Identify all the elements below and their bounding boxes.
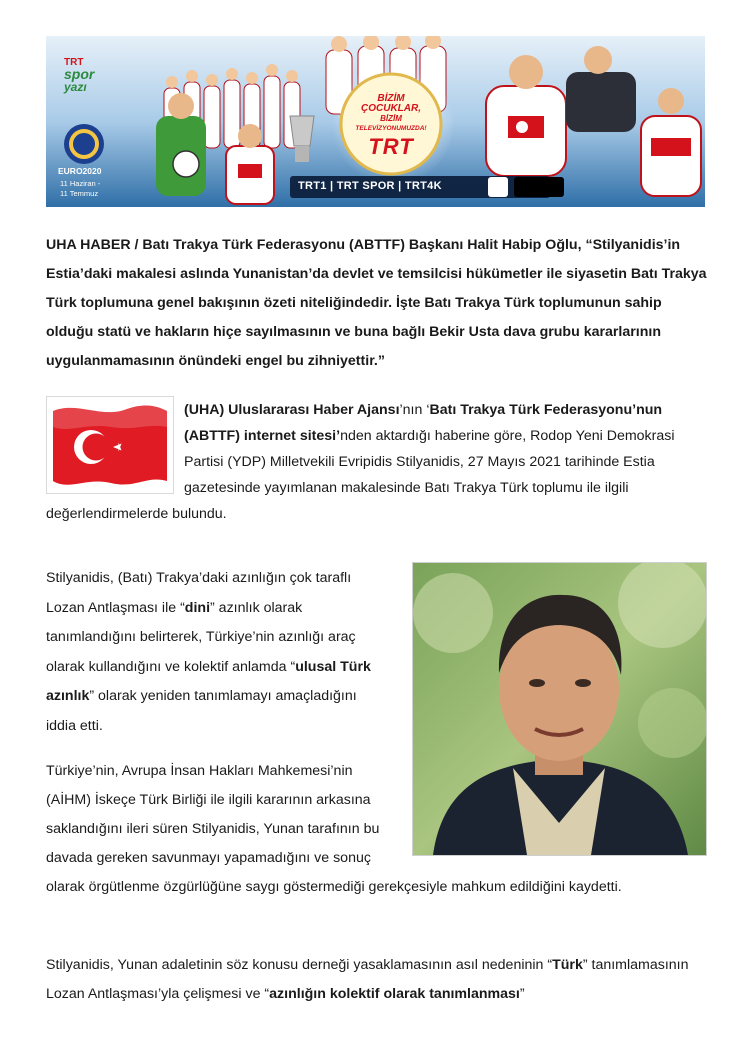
- para3-text: Türkiye’nin, Avrupa İnsan Hakları Mahkemesi’nin (AİHM) İskeçe Türk Birliği ile ilgili kararının arkasına saklandığını ileri süren Stilyanidis, Yunan tarafının bu davada gereken savunmayı yapamadığını ve sonuç olarak örgütlenme özgürlüğüne saygı göstermediği gerekçesiyle mahkum edildiğini kaydetti.: [46, 763, 622, 895]
- paragraph-2: [46, 564, 381, 741]
- trt-spor-yazi-logo: [64, 58, 94, 93]
- para1-text-b: ’nın ‘: [399, 402, 430, 418]
- dini-term: dini: [184, 599, 211, 616]
- slogan-line-3: BİZİM: [380, 114, 402, 123]
- ulusal-turk-azinlik-term: ulusal Türk azınlık: [46, 658, 371, 704]
- slogan-line-4: TELEVİZYONUMUZDA!: [355, 125, 427, 132]
- brand-trt: TRT: [64, 57, 84, 68]
- para2-text-a: Stilyanidis, (Batı) Trakya’daki azınlığın çok taraflı Lozan Antlaşması ile “: [46, 570, 352, 616]
- uha-name: (UHA) Uluslararası Haber Ajansı: [184, 402, 400, 418]
- brand-yazi: yazı: [64, 80, 87, 94]
- euro2020-label: EURO2020: [58, 166, 102, 176]
- paragraph-1: [46, 397, 708, 527]
- para4-text-e: ”: [519, 986, 525, 1002]
- para1-text-d: nden aktardığı haberine göre, Rodop Yeni Demokrasi Partisi (YDP) Milletvekili Evripidis Stilyanidis, 27 Mayıs 2021 tarihinde Estia gazetesinde yayımlanan makalesinde Batı Trakya Türk toplumu ile ilgili değerlendirmelerde bulundu.: [46, 428, 675, 522]
- para4-text-c: ” tanımlamasının Lozan Antlaşması’yla çelişmesi ve “: [46, 957, 689, 1002]
- para2-text-c: ” azınlık olarak tanımlandığını belirterek, Türkiye’nin azınlığı araç olarak kullandığını ve kolektif anlamda “: [46, 599, 356, 675]
- para2-text-e: ” olarak yeniden tanımlamayı amaçladığını iddia etti.: [46, 688, 357, 734]
- tournament-dates: 11 Haziran - 11 Temmuz: [60, 179, 101, 198]
- paragraph-4: [46, 951, 708, 1009]
- trt-euro2020-banner[interactable]: [46, 36, 705, 207]
- slogan-line-2: ÇOCUKLAR,: [361, 103, 421, 114]
- flag-spacer: [46, 397, 184, 495]
- channel-list: TRT1 | TRT SPOR | TRT4K: [298, 180, 442, 192]
- intro-paragraph: UHA HABER / Batı Trakya Türk Federasyonu (ABTTF) Başkanı Halit Habip Oğlu, “Stilyanidis’in Estia’daki makalesi aslında Yunanistan’da devlet ve temsilcisi hükümetler ile siyasetin Batı Trakya Türk toplumuna genel bakışının özeti niteliğindedir. İşte Batı Trakya Türk toplumunun sahip olduğu statü ve hakların hiçe sayılmasının ve buna bağlı Bekir Usta dava grubu kararlarının uygulanmamasının önündeki engel bu zihniyettir.”: [46, 237, 707, 369]
- slogan-line-1: BİZİM: [377, 93, 405, 104]
- slogan: [341, 94, 441, 160]
- photo-spacer: [380, 757, 708, 854]
- abttf-website: Batı Trakya Türk Federasyonu’nun (ABTTF) internet sitesi’: [184, 402, 663, 444]
- turk-term: Türk: [552, 957, 583, 973]
- brand-spor: spor: [64, 66, 95, 82]
- kolektif-tanim-term: azınlığın kolektif olarak tanımlanması: [269, 986, 520, 1002]
- trt-logo: TRT: [368, 134, 414, 159]
- para4-text-a: Stilyanidis, Yunan adaletinin söz konusu derneği yasaklamasının asıl nedeninin “: [46, 957, 553, 973]
- paragraph-3: [46, 757, 708, 902]
